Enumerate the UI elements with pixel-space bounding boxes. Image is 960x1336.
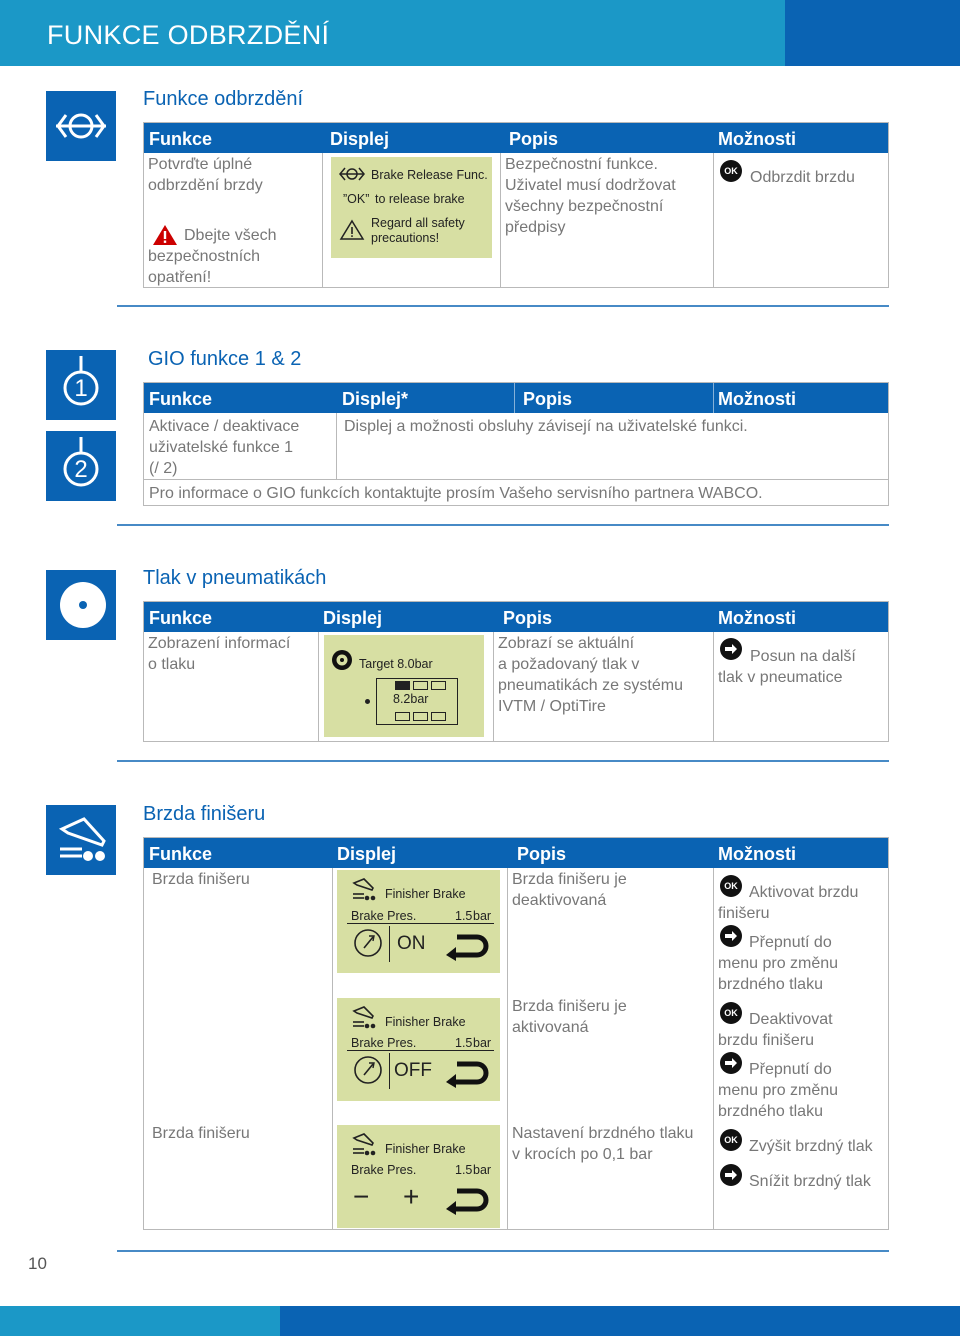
table-header bbox=[144, 602, 888, 632]
finisher-brake-icon bbox=[351, 1131, 377, 1157]
brake-release-icon bbox=[337, 165, 367, 183]
col-header: Popis bbox=[503, 608, 553, 628]
col-header: Funkce bbox=[149, 608, 213, 628]
lcd-state: OFF bbox=[394, 1060, 432, 1081]
lcd-line: Brake Release Func. bbox=[371, 168, 488, 182]
funkce-text: Brzda finišeru bbox=[152, 1125, 250, 1142]
lcd-value: 1.5 bbox=[455, 1163, 473, 1177]
lcd-line: to release brake bbox=[375, 192, 465, 206]
footer-stripe bbox=[0, 1306, 280, 1336]
header-stripe-dark bbox=[785, 0, 960, 66]
col-header: Možnosti bbox=[718, 129, 796, 149]
section-divider bbox=[117, 760, 889, 762]
option-text: Posun na další tlak v pneumatice bbox=[718, 648, 856, 686]
table-header bbox=[144, 838, 888, 868]
section-title: GIO funkce 1 & 2 bbox=[148, 348, 302, 370]
lcd-unit: bar bbox=[473, 1036, 492, 1050]
lcd-unit: bar bbox=[473, 1163, 492, 1177]
page-header bbox=[0, 0, 960, 66]
back-arrow-icon bbox=[443, 1185, 489, 1215]
col-header: Funkce bbox=[149, 129, 213, 149]
option-text: Deaktivovat brzdu finišeru bbox=[718, 1011, 833, 1049]
section-title: Funkce odbrzdění bbox=[143, 88, 304, 110]
page-title: FUNKCE ODBRZDĚNÍ bbox=[47, 20, 330, 50]
bullet bbox=[365, 699, 370, 704]
col-header: Funkce bbox=[149, 844, 213, 864]
lcd-title: Finisher Brake bbox=[385, 1015, 466, 1029]
minus-icon: − bbox=[353, 1181, 370, 1212]
ok-button-icon: OK bbox=[720, 875, 742, 897]
lcd-label: Brake Pres. bbox=[351, 1036, 417, 1050]
lcd-display bbox=[337, 998, 500, 1101]
option-text: Zvýšit brzdný tlak bbox=[749, 1138, 873, 1155]
funkce-text: Zobrazení informací o tlaku bbox=[148, 635, 291, 673]
lcd-value: 1.5 bbox=[455, 909, 473, 923]
gio-1-icon bbox=[46, 350, 116, 420]
gio-number: 1 bbox=[74, 375, 88, 402]
table-header bbox=[144, 123, 888, 153]
ok-button-icon: OK bbox=[720, 1129, 742, 1151]
brake-release-table bbox=[143, 122, 889, 288]
col-header: Možnosti bbox=[718, 844, 796, 864]
popis-text: Brzda finišeru je aktivovaná bbox=[512, 998, 627, 1036]
lcd-line: ”OK” bbox=[343, 192, 370, 206]
tire-pressure-icon bbox=[46, 570, 116, 640]
back-arrow-icon bbox=[443, 931, 489, 961]
col-header: Popis bbox=[517, 844, 567, 864]
page-number: 10 bbox=[28, 1254, 47, 1273]
col-header: Funkce bbox=[149, 389, 213, 409]
lcd-line: precautions! bbox=[371, 231, 440, 245]
gio-note: Pro informace o GIO funkcích kontaktujte prosím Vašeho servisního partnera WABCO. bbox=[149, 485, 763, 502]
funkce-text: Brzda finišeru bbox=[152, 871, 250, 888]
gio-2-icon bbox=[46, 431, 116, 501]
lcd-state: ON bbox=[397, 933, 426, 954]
col-header: Popis bbox=[523, 389, 573, 409]
lcd-target: Target 8.0bar bbox=[359, 657, 433, 671]
warning-icon bbox=[339, 219, 365, 241]
option-text: Snížit brzdný tlak bbox=[749, 1173, 871, 1190]
col-header: Displej bbox=[337, 844, 397, 864]
col-header: Displej* bbox=[342, 389, 409, 409]
lcd-label: Brake Pres. bbox=[351, 909, 417, 923]
option-text: Odbrzdit brzdu bbox=[750, 169, 855, 186]
section-title: Tlak v pneumatikách bbox=[143, 567, 327, 589]
section-divider bbox=[117, 524, 889, 526]
section-divider bbox=[117, 305, 889, 307]
option-text: Aktivovat brzdu finišeru bbox=[718, 884, 859, 922]
option-text: Přepnutí do menu pro změnu brzdného tlaku bbox=[718, 1061, 839, 1120]
gauge-icon bbox=[353, 928, 383, 958]
finisher-brake-icon bbox=[351, 876, 377, 902]
arrow-right-button-icon bbox=[720, 1164, 742, 1186]
popis-text: Brzda finišeru je deaktivovaná bbox=[512, 871, 627, 909]
table-header bbox=[144, 383, 888, 413]
section-title: Brzda finišeru bbox=[143, 803, 266, 825]
col-header: Možnosti bbox=[718, 389, 796, 409]
ok-button-icon: OK bbox=[720, 160, 742, 182]
tire-slot bbox=[413, 712, 428, 721]
tire-slot bbox=[431, 681, 446, 690]
lcd-display bbox=[331, 157, 492, 258]
warning-note: Dbejte všech bezpečnostních opatření! bbox=[148, 225, 308, 288]
lcd-title: Finisher Brake bbox=[385, 1142, 466, 1156]
brake-release-icon bbox=[46, 91, 116, 161]
col-header: Displej bbox=[330, 129, 390, 149]
lcd-unit: bar bbox=[473, 909, 492, 923]
tire-slot-active bbox=[395, 681, 410, 690]
plus-icon: + bbox=[403, 1181, 420, 1212]
popis-text: Nastavení brzdného tlaku v krocích po 0,1 bar bbox=[512, 1125, 694, 1163]
option-text: Přepnutí do menu pro změnu brzdného tlaku bbox=[718, 934, 839, 993]
lcd-value: 1.5 bbox=[455, 1036, 473, 1050]
lcd-label: Brake Pres. bbox=[351, 1163, 417, 1177]
finisher-brake-table bbox=[143, 837, 889, 1230]
tire-icon bbox=[331, 649, 353, 671]
displej-text: Displej a možnosti obsluhy závisejí na uživatelské funkci. bbox=[344, 418, 748, 435]
funkce-text: Aktivace / deaktivace uživatelské funkce 1 (/ 2) bbox=[149, 418, 300, 477]
tire-slot bbox=[395, 712, 410, 721]
tire-pressure-table bbox=[143, 601, 889, 742]
ok-button-icon: OK bbox=[720, 1002, 742, 1024]
funkce-text: Potvrďte úplné odbrzdění brzdy bbox=[148, 156, 263, 194]
lcd-display bbox=[337, 1125, 500, 1228]
gauge-icon bbox=[353, 1055, 383, 1085]
warning-icon bbox=[152, 224, 178, 246]
page-footer bbox=[0, 1306, 960, 1336]
lcd-line: Regard all safety bbox=[371, 216, 465, 230]
lcd-actual: 8.2bar bbox=[393, 692, 429, 706]
lcd-display bbox=[324, 635, 484, 737]
tire-slot bbox=[413, 681, 428, 690]
gio-table bbox=[143, 382, 889, 506]
tire-slot bbox=[431, 712, 446, 721]
popis-text: Bezpečnostní funkce. Uživatel musí dodržovat všechny bezpečnostní předpisy bbox=[505, 156, 676, 236]
section-divider bbox=[117, 1250, 889, 1252]
gio-number: 2 bbox=[74, 456, 88, 483]
col-header: Displej bbox=[323, 608, 383, 628]
lcd-title: Finisher Brake bbox=[385, 887, 466, 901]
col-header: Možnosti bbox=[718, 608, 796, 628]
col-header: Popis bbox=[509, 129, 559, 149]
back-arrow-icon bbox=[443, 1058, 489, 1088]
lcd-display bbox=[337, 870, 500, 973]
finisher-brake-icon bbox=[351, 1004, 377, 1030]
popis-text: Zobrazí se aktuální a požadovaný tlak v pneumatikách ze systému IVTM / OptiTire bbox=[498, 635, 683, 715]
finisher-brake-icon bbox=[46, 805, 116, 875]
